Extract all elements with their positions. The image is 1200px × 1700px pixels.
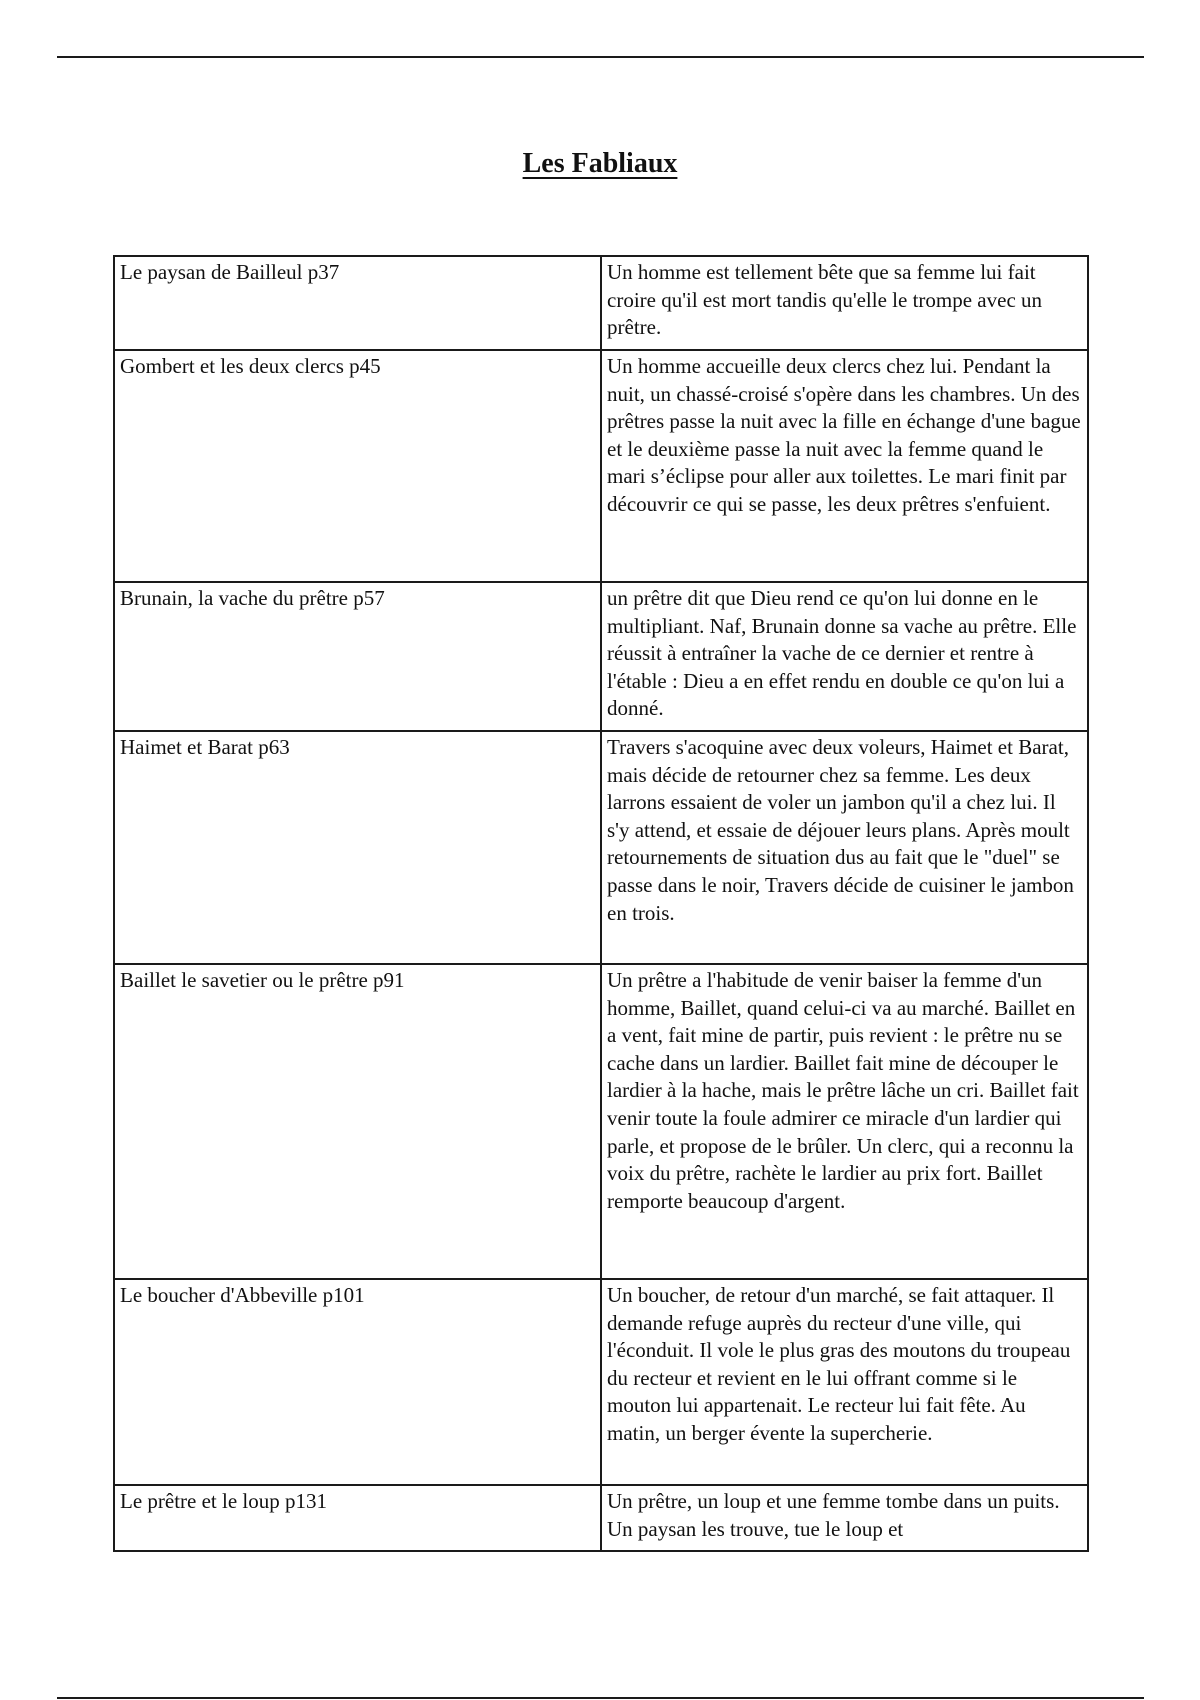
fabliau-summary-cell: un prêtre dit que Dieu rend ce qu'on lui donne en le multipliant. Naf, Brunain donne sa vache au prêtre. Elle réussit à entraîner la vache de ce dernier et rentre à l'étable : Dieu a en effet rendu en double ce qu'on lui a donné. bbox=[601, 582, 1088, 731]
fabliau-summary-cell: Un homme est tellement bête que sa femme lui fait croire qu'il est mort tandis qu'elle le trompe avec un prêtre. bbox=[601, 256, 1088, 350]
table-row bbox=[114, 256, 1088, 350]
page-title bbox=[0, 148, 1200, 180]
page-title-text: Les Fabliaux bbox=[522, 148, 678, 179]
table-row bbox=[114, 1485, 1088, 1551]
table-row bbox=[114, 1279, 1088, 1485]
fabliau-title-cell: Haimet et Barat p63 bbox=[114, 731, 601, 964]
fabliau-title-cell: Brunain, la vache du prêtre p57 bbox=[114, 582, 601, 731]
table-row bbox=[114, 582, 1088, 731]
fabliau-summary-cell: Un prêtre a l'habitude de venir baiser la femme d'un homme, Baillet, quand celui-ci va au marché. Baillet en a vent, fait mine de partir, puis revient : le prêtre nu se cache dans un lardier. Baillet fait mine de découper le lardier à la hache, mais le prêtre lâche un cri. Baillet fait venir toute la foule admirer ce miracle d'un lardier qui parle, et propose de le brûler. Un clerc, qui a reconnu la voix du prêtre, rachète le lardier au prix fort. Baillet remporte beaucoup d'argent. bbox=[601, 964, 1088, 1279]
fabliau-title-cell: Baillet le savetier ou le prêtre p91 bbox=[114, 964, 601, 1279]
fabliau-summary-cell: Un prêtre, un loup et une femme tombe dans un puits. Un paysan les trouve, tue le loup et bbox=[601, 1485, 1088, 1551]
fabliau-title-cell: Le prêtre et le loup p131 bbox=[114, 1485, 601, 1551]
fabliau-title-cell: Le paysan de Bailleul p37 bbox=[114, 256, 601, 350]
fabliaux-table bbox=[113, 255, 1089, 1552]
fabliau-summary-cell: Travers s'acoquine avec deux voleurs, Haimet et Barat, mais décide de retourner chez sa femme. Les deux larrons essaient de voler un jambon qu'il a chez lui. Il s'y attend, et essaie de déjouer leurs plans. Après moult retournements de situation dus au fait que le "duel" se passe dans le noir, Travers décide de cuisiner le jambon en trois. bbox=[601, 731, 1088, 964]
fabliau-summary-cell: Un boucher, de retour d'un marché, se fait attaquer. Il demande refuge auprès du recteur d'une ville, qui l'éconduit. Il vole le plus gras des moutons du troupeau du recteur et revient en le lui offrant comme si le mouton lui appartenait. Le recteur lui fait fête. Au matin, un berger évente la supercherie. bbox=[601, 1279, 1088, 1485]
table-row bbox=[114, 964, 1088, 1279]
fabliau-title-cell: Gombert et les deux clercs p45 bbox=[114, 350, 601, 582]
footer-rule bbox=[57, 1697, 1144, 1699]
fabliau-title-cell: Le boucher d'Abbeville p101 bbox=[114, 1279, 601, 1485]
table-row bbox=[114, 350, 1088, 582]
table-row bbox=[114, 731, 1088, 964]
fabliau-summary-cell: Un homme accueille deux clercs chez lui. Pendant la nuit, un chassé-croisé s'opère dans les chambres. Un des prêtres passe la nuit avec la fille en échange d'une bague et le deuxième passe la nuit avec la femme quand le mari s’éclipse pour aller aux toilettes. Le mari finit par découvrir ce qui se passe, les deux prêtres s'enfuient. bbox=[601, 350, 1088, 582]
header-rule bbox=[57, 56, 1144, 58]
